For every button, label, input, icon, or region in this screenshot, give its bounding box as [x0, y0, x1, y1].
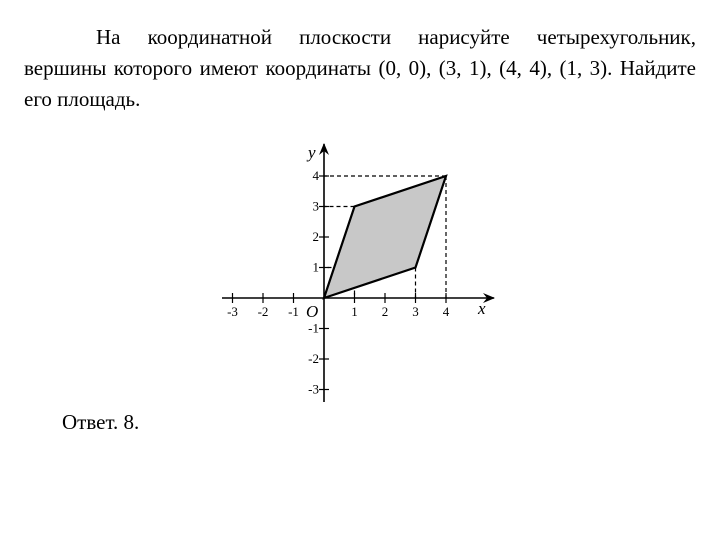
problem-text: На координатной плоскости нарисуйте четырехугольник, вершины которого имеют координаты (0, 0), (3, 1), (4, 4), (1, 3). Найдите его площадь.	[24, 25, 696, 111]
x-tick-label: 1	[351, 304, 358, 319]
x-tick-label: -1	[288, 304, 299, 319]
y-axis-label: y	[308, 143, 316, 162]
answer: Ответ. 8.	[62, 410, 140, 434]
quadrilateral-shape	[324, 176, 446, 298]
x-tick-label: 2	[381, 304, 389, 319]
y-tick-label: -1	[308, 320, 319, 336]
x-tick-label: -2	[257, 304, 269, 319]
origin-label: O	[306, 302, 319, 321]
y-tick-label: 4	[312, 168, 319, 183]
x-tick-label: 4	[442, 304, 450, 319]
x-tick-label: -3	[227, 304, 238, 319]
x-axis-label: x	[478, 299, 486, 318]
y-tick-label: 3	[312, 198, 319, 214]
y-tick-label: -2	[308, 351, 319, 366]
y-tick-label: 2	[312, 229, 319, 244]
y-tick-label: 1	[312, 259, 319, 275]
x-tick-label: 3	[412, 304, 419, 319]
y-tick-label: -3	[308, 381, 319, 397]
